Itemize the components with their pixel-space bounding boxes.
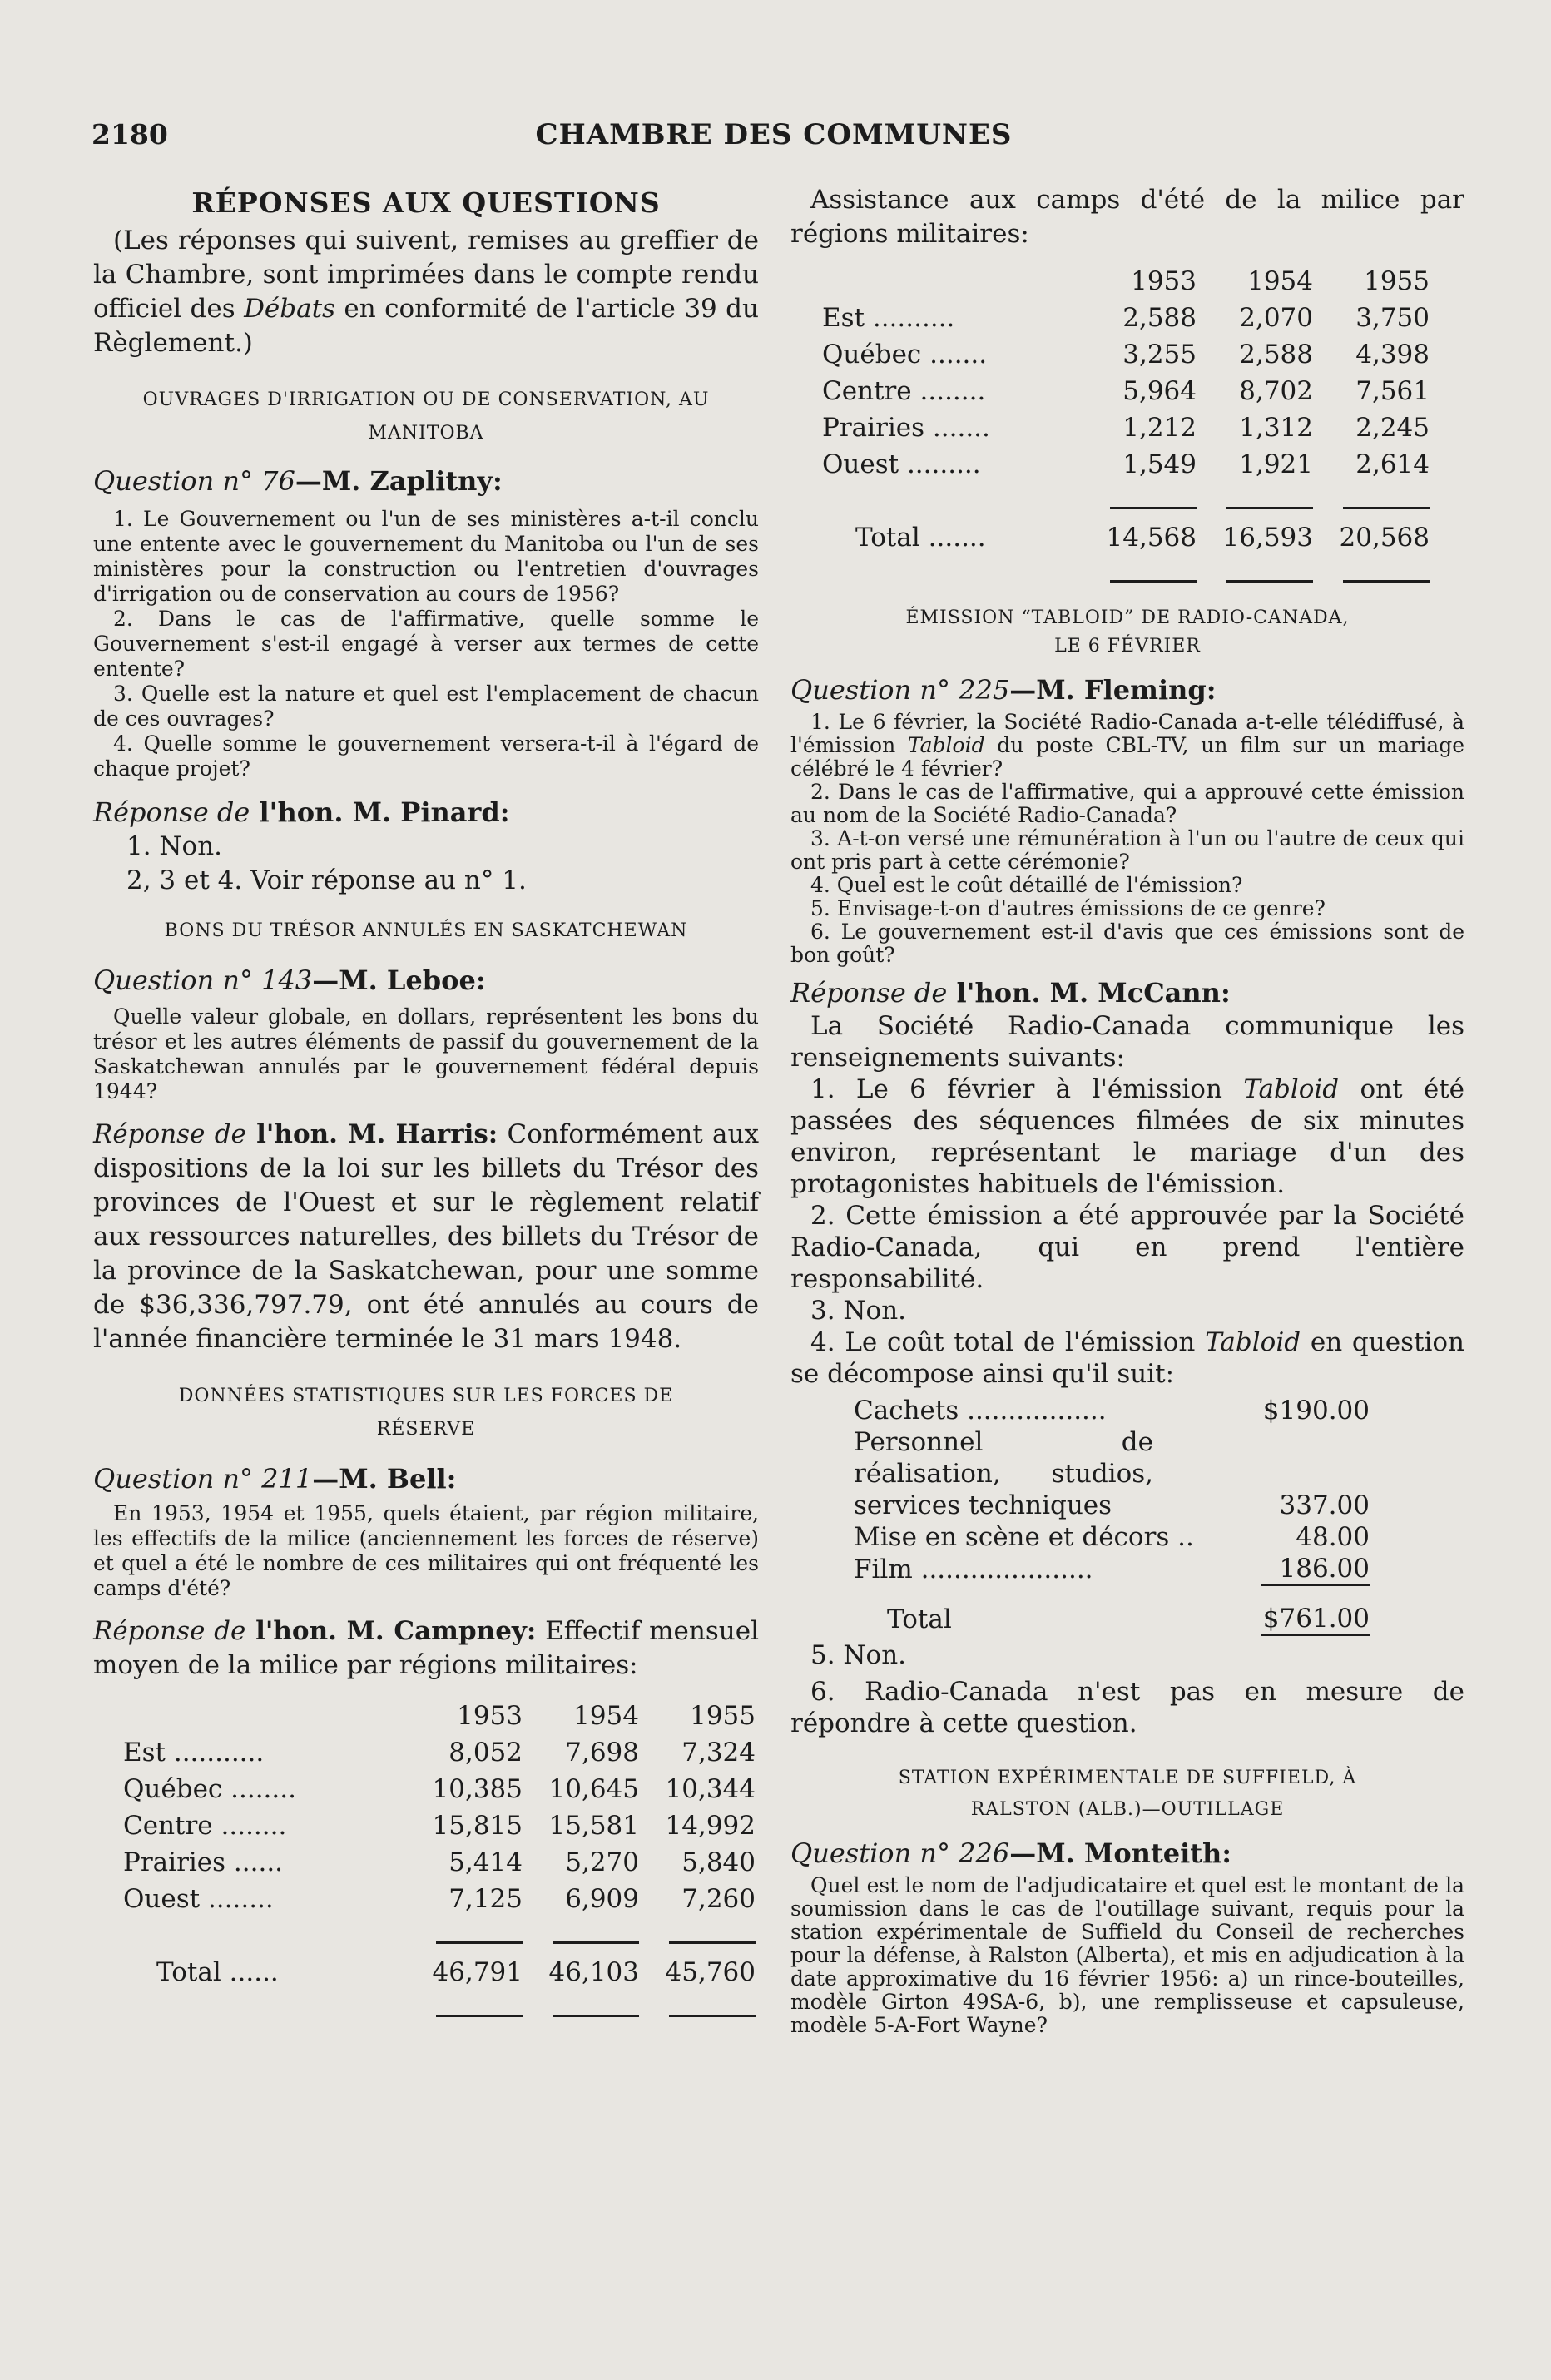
answer-body — [790, 1010, 1464, 1390]
table-cell: 2,614 — [1355, 449, 1430, 479]
answer-emphasis: Tabloid — [1205, 1327, 1301, 1357]
right-column — [790, 183, 1464, 2037]
table-rule — [1343, 580, 1430, 583]
intro-text-end: en conformité de l'article 39 du Règlement.) — [93, 294, 759, 358]
answer-text: 4. Le coût total de l'émission — [810, 1327, 1206, 1357]
question-member: —M. Monteith: — [1009, 1837, 1232, 1869]
question-header — [93, 464, 759, 498]
section-title-line: ÉMISSION “TABLOID” DE RADIO-CANADA, — [905, 607, 1350, 628]
row-label: Québec — [123, 1774, 223, 1804]
question-header — [790, 672, 1464, 707]
answer-text-end: ont été passées des séquences filmées de six minutes environ, représentant le mariage d'un des protagonistes habituels de l'émission. — [790, 1074, 1464, 1199]
leader-dots: ................. — [959, 1396, 1107, 1426]
table-cell: 1,921 — [1239, 449, 1313, 479]
total-cell: 46,791 — [432, 1957, 523, 1987]
table-cell: 1,212 — [1122, 413, 1197, 443]
answer-item: 2. Cette émission a été approuvée par la Société Radio-Canada, qui en prend l'entière responsabilité. — [790, 1201, 1464, 1294]
cost-label: Cachets — [854, 1396, 959, 1426]
table-total-row — [123, 1954, 756, 1991]
question-item: 4. Quelle somme le gouvernement versera-t-il à l'égard de chaque projet? — [93, 731, 759, 781]
year-header: 1955 — [690, 1701, 756, 1731]
total-cell: 46,103 — [548, 1957, 639, 1987]
cost-row — [854, 1426, 1370, 1521]
question-item: 6. Le gouvernement est-il d'avis que ces émissions sont de bon goût? — [790, 920, 1464, 967]
table-cell: 3,750 — [1355, 303, 1430, 333]
section-title-line: RALSTON (ALB.)—OUTILLAGE — [970, 1799, 1285, 1820]
table-rule — [1110, 580, 1197, 583]
question-item — [790, 711, 1464, 781]
question-member: —M. Zaplitny: — [295, 465, 503, 497]
answer-label: Réponse de — [93, 1616, 246, 1646]
year-header: 1955 — [1364, 266, 1430, 296]
question-item-text: 1. Le 6 février, la Société Radio-Canada a-t-elle télédiffusé, à l'émission — [790, 710, 1464, 757]
row-label: Ouest — [123, 1884, 201, 1914]
question-text: Quel est le nom de l'adjudicataire et quel est le montant de la soumission dans le cas de l'outillage suivant, requis pour la station expérimentale de Suffield du Conseil de recherches pour la défense, à Ralston (Alberta), et mis en adjudication à la date approximative du 16 février 1956: a) un rince-bouteilles, modèle Girton 49SA-6, b), une remplisseuse et capsuleuse, modèle 5-A-Fort Wayne? — [790, 1873, 1464, 2037]
table-rule — [436, 1941, 523, 1944]
answer-item: 6. Radio-Canada n'est pas en mesure de répondre à cette question. — [790, 1677, 1464, 1738]
cost-amount: 186.00 — [1261, 1553, 1370, 1585]
question-number: Question n° 143 — [93, 964, 313, 996]
row-label: Centre — [123, 1811, 213, 1841]
table-row — [822, 336, 1430, 373]
question-member: —M. Fleming: — [1009, 674, 1217, 706]
table-cell: 5,840 — [681, 1847, 756, 1877]
section-title-line: STATION EXPÉRIMENTALE DE SUFFIELD, À — [898, 1768, 1357, 1788]
question-item-text-end: du poste CBL-TV, un film sur un mariage célébré le 4 février? — [790, 733, 1464, 781]
question-number: Question n° 225 — [790, 674, 1010, 706]
leader-dots: ...... — [221, 1957, 279, 1987]
leader-dots: ........ — [200, 1884, 274, 1914]
answer-line: 2, 3 et 4. Voir réponse au n° 1. — [126, 865, 527, 895]
question-text: En 1953, 1954 et 1955, quels étaient, par région militaire, les effectifs de la milice (anciennement les forces de réserve) et quel a été le nombre de ces militaires qui ont fréquenté les camps d'été? — [93, 1501, 759, 1600]
table-cell: 10,344 — [665, 1774, 756, 1804]
year-header: 1954 — [1247, 266, 1313, 296]
total-label: Total — [855, 523, 920, 553]
intro-emphasis: Débats — [244, 294, 335, 324]
question-item: 2. Dans le cas de l'affirmative, qui a approuvé cette émission au nom de la Société Radio-Canada? — [790, 780, 1464, 827]
answer-text: Effectif mensuel moyen de la milice par régions militaires: — [93, 1616, 759, 1680]
table-cell: 10,385 — [432, 1774, 523, 1804]
cost-label: Personnel de réalisation, studios, services techniques — [854, 1427, 1153, 1520]
leader-dots: ....... — [919, 523, 986, 553]
answer-body-end — [790, 1639, 1464, 1739]
table-cell: 7,698 — [565, 1738, 639, 1768]
table-row — [822, 409, 1430, 446]
answer-member: l'hon. M. Pinard: — [250, 796, 510, 828]
row-label: Est — [123, 1738, 166, 1768]
section-title-irrigation: OUVRAGES D'IRRIGATION OU DE CONSERVATION, AU MANITOBA — [142, 389, 710, 444]
table-cell: 5,414 — [448, 1847, 523, 1877]
question-member: —M. Leboe: — [312, 964, 486, 996]
total-cell: 45,760 — [665, 1957, 756, 1987]
table-cell: 15,581 — [548, 1811, 639, 1841]
question-number: Question n° 76 — [93, 465, 295, 497]
section-heading: RÉPONSES AUX QUESTIONS — [191, 186, 661, 219]
answer-line: 1. Non. — [126, 831, 223, 861]
section-title-tabloid — [790, 604, 1464, 661]
answer-label: Réponse de — [93, 796, 250, 828]
rule-row — [123, 1917, 756, 1954]
row-label: Prairies — [822, 413, 925, 443]
page-header — [92, 118, 1456, 160]
total-label: Total — [156, 1957, 221, 1987]
row-label: Prairies — [123, 1847, 226, 1877]
left-column — [93, 183, 759, 2027]
leader-dots: ........... — [166, 1738, 265, 1768]
answer-member: l'hon. M. Campney: — [245, 1616, 537, 1646]
intro-text: (Les réponses qui suivent, remises au greffier de la Chambre, sont imprimées dans le compte rendu officiel des — [93, 226, 759, 324]
row-label: Centre — [822, 376, 912, 406]
cost-total-row — [854, 1585, 1370, 1635]
question-list — [790, 711, 1464, 967]
section-title-treasury: BONS DU TRÉSOR ANNULÉS EN SASKATCHEWAN — [164, 920, 688, 941]
table-cell: 2,245 — [1355, 413, 1430, 443]
rule-row — [123, 1991, 756, 2027]
cost-row — [854, 1553, 1370, 1585]
table-rule — [1343, 507, 1430, 509]
table-cell: 8,702 — [1239, 376, 1313, 406]
table-cell: 7,324 — [681, 1738, 756, 1768]
leader-dots: ......... — [899, 449, 981, 479]
answer-header — [790, 975, 1464, 1010]
total-cell: 16,593 — [1222, 523, 1313, 553]
table-rule — [1110, 507, 1197, 509]
answer-intro: La Société Radio-Canada communique les renseignements suivants: — [790, 1011, 1464, 1073]
cost-amount: 48.00 — [1296, 1522, 1370, 1552]
table-row — [822, 446, 1430, 483]
section-title-suffield — [790, 1763, 1464, 1826]
cost-label: Mise en scène et décors — [854, 1522, 1170, 1552]
rule-row — [822, 556, 1430, 593]
table-row — [123, 1807, 756, 1844]
question-header — [93, 1461, 759, 1496]
question-number: Question n° 211 — [93, 1463, 313, 1495]
total-cell: 20,568 — [1339, 523, 1430, 553]
question-number: Question n° 226 — [790, 1837, 1010, 1869]
table-cell: 14,992 — [665, 1811, 756, 1841]
answer-label: Réponse de — [93, 1119, 246, 1149]
table-cell: 7,125 — [448, 1884, 523, 1914]
table-row — [822, 300, 1430, 336]
question-item: 3. Quelle est la nature et quel est l'emplacement de chacun de ces ouvrages? — [93, 682, 759, 731]
rule-row — [822, 483, 1430, 519]
question-item-emphasis: Tabloid — [907, 733, 985, 757]
question-item: 1. Le Gouvernement ou l'un de ses ministères a-t-il conclu une entente avec le gouvernement du Manitoba ou l'un de ses ministères pour la construction ou l'entretien d'ouvrages d'irrigation ou de conservation au cours de 1956? — [93, 507, 759, 606]
row-label: Québec — [822, 340, 922, 369]
table-cell: 4,398 — [1355, 340, 1430, 369]
page-number: 2180 — [92, 118, 168, 151]
leader-dots: ........ — [222, 1774, 296, 1804]
leader-dots: ...... — [225, 1847, 284, 1877]
table-rule — [669, 1941, 756, 1944]
question-item: 4. Quel est le coût détaillé de l'émission? — [810, 873, 1243, 897]
answer-text-end: en question se décompose ainsi qu'il suit: — [790, 1327, 1464, 1389]
year-header: 1953 — [457, 1701, 523, 1731]
section-title-line: LE 6 FÉVRIER — [1054, 636, 1201, 657]
answer-text: Conformément aux dispositions de la loi sur les billets du Trésor des provinces de l'Ouest et sur le règlement relatif aux ressources naturelles, des billets du Trésor de la province de la Saskatchewan, pour une somme de $36,336,797.79, ont été annulés au cours de l'année financière terminée le 31 mars 1948. — [93, 1119, 759, 1354]
table-rule — [1226, 507, 1313, 509]
question-item: 5. Envisage-t-on d'autres émissions de ce genre? — [810, 896, 1326, 920]
cost-total-amount: $761.00 — [1261, 1585, 1370, 1635]
answer-text: 1. Le 6 février à l'émission — [810, 1074, 1244, 1104]
cost-row — [854, 1395, 1370, 1426]
leader-dots: .. — [1169, 1522, 1194, 1552]
answer-emphasis: Tabloid — [1243, 1074, 1340, 1104]
table-cell: 6,909 — [565, 1884, 639, 1914]
leader-dots: ..................... — [912, 1554, 1093, 1584]
table-cell: 1,312 — [1239, 413, 1313, 443]
leader-dots: ....... — [921, 340, 988, 369]
table-cell: 2,588 — [1122, 303, 1197, 333]
row-label: Ouest — [822, 449, 899, 479]
leader-dots: ....... — [924, 413, 990, 443]
cost-amount: $190.00 — [1262, 1396, 1370, 1426]
year-header: 1954 — [573, 1701, 639, 1731]
answer-item: 3. Non. — [810, 1296, 907, 1326]
leader-dots: ........ — [911, 376, 986, 406]
table-rule — [553, 1941, 639, 1944]
leader-dots: .......... — [865, 303, 955, 333]
table-row — [123, 1771, 756, 1807]
table-total-row — [822, 519, 1430, 556]
table-rule — [1226, 580, 1313, 583]
table-cell: 2,070 — [1239, 303, 1313, 333]
table-cell: 7,561 — [1355, 376, 1430, 406]
cost-label: Film — [854, 1554, 913, 1584]
table-header-row — [123, 1698, 756, 1734]
answer-member: l'hon. M. Harris: — [245, 1119, 498, 1149]
total-cell: 14,568 — [1106, 523, 1197, 553]
table-cell: 5,270 — [565, 1847, 639, 1877]
table-row — [123, 1734, 756, 1771]
page-title: CHAMBRE DES COMMUNES — [535, 118, 1013, 151]
section-title-reserve: DONNÉES STATISTIQUES SUR LES FORCES DE RÉSERVE — [178, 1386, 674, 1440]
table-row — [123, 1881, 756, 1917]
answer-label: Réponse de — [790, 977, 948, 1009]
table-header-row — [822, 263, 1430, 300]
leader-dots: ........ — [212, 1811, 287, 1841]
answer-item: 5. Non. — [810, 1640, 907, 1670]
question-item: 3. A-t-on versé une rémunération à l'un ou l'autre de ceux qui ont pris part à cette cérémonie? — [790, 826, 1464, 874]
table-cell: 15,815 — [432, 1811, 523, 1841]
table-row — [822, 373, 1430, 409]
table-cell: 1,549 — [1122, 449, 1197, 479]
camps-intro: Assistance aux camps d'été de la milice par régions militaires: — [790, 185, 1464, 249]
cost-total-label: Total — [887, 1604, 952, 1634]
table-cell: 7,260 — [681, 1884, 756, 1914]
question-member: —M. Bell: — [312, 1463, 457, 1495]
table-row — [123, 1844, 756, 1881]
camp-attendance-table — [822, 263, 1430, 593]
cost-row — [854, 1521, 1370, 1553]
table-rule — [553, 2015, 639, 2017]
table-rule — [669, 2015, 756, 2017]
question-item: 2. Dans le cas de l'affirmative, quelle somme le Gouvernement s'est-il engagé à verser aux termes de cette entente? — [93, 607, 759, 681]
table-cell: 2,588 — [1239, 340, 1313, 369]
cost-breakdown-table — [854, 1395, 1370, 1636]
row-label: Est — [822, 303, 865, 333]
answer-item — [790, 1326, 1464, 1390]
table-cell: 3,255 — [1122, 340, 1197, 369]
question-header — [93, 963, 759, 998]
question-text: Quelle valeur globale, en dollars, représentent les bons du trésor et les autres éléments de passif du gouvernement de la Saskatchewan annulés par le gouvernement fédéral depuis 1944? — [93, 1004, 759, 1103]
answer-item — [790, 1073, 1464, 1200]
table-cell: 5,964 — [1122, 376, 1197, 406]
table-cell: 10,645 — [548, 1774, 639, 1804]
intro-paragraph — [93, 224, 759, 360]
answer-paragraph — [93, 1118, 759, 1356]
answer-member: l'hon. M. McCann: — [947, 977, 1231, 1009]
militia-strength-table — [123, 1698, 756, 2027]
year-header: 1953 — [1131, 266, 1197, 296]
cost-amount: 337.00 — [1279, 1490, 1370, 1520]
table-rule — [436, 2015, 523, 2017]
question-list — [93, 507, 759, 781]
answer-header — [93, 795, 759, 830]
question-header — [790, 1836, 1464, 1871]
table-cell: 8,052 — [448, 1738, 523, 1768]
answer-paragraph — [93, 1614, 759, 1683]
